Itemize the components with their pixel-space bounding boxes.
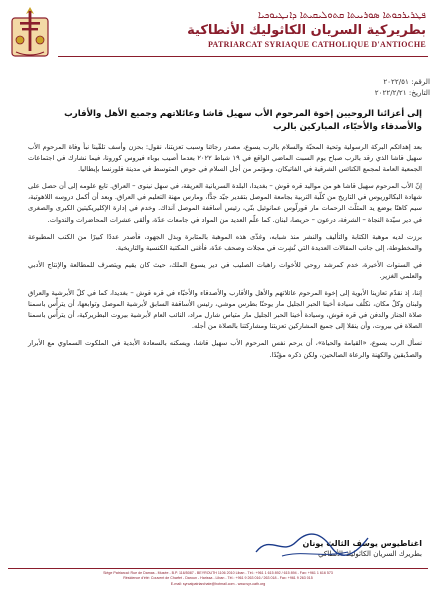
letterhead-syriac: ܦܛܪܝܪܟܘܬܐ ܣܘܪܝܝܬܐ ܩܬܘܠܝܩܝܬܐ ܕܐܢܛܝܘܟܝܐ xyxy=(257,10,426,21)
footer-line: E-mail: syrcatpatriarchate@hotmail.com - www.syr-cath.org xyxy=(170,581,266,586)
footer-divider xyxy=(8,568,428,569)
signature-block xyxy=(250,538,422,559)
letterhead xyxy=(0,0,435,62)
letterhead-divider xyxy=(58,56,428,57)
reference-block xyxy=(262,76,430,98)
reference-number: الرقم: ٢٠٢٢/٥١ xyxy=(383,77,430,86)
handwritten-signature xyxy=(252,530,372,560)
patriarchate-crest-logo xyxy=(8,6,52,60)
letter-paragraph: في السنوات الأخيرة، خدم كمرشد روحي للأخوات راهبات الصليب في دير يسوع الملك، حيث كان يقيم ويتصرف للمطالعة والإنتاج الأدبي والعلمي الغزير. xyxy=(28,260,422,280)
footer-contact xyxy=(10,571,426,587)
letterhead-arabic: بطريركية السريان الكاثوليك الأنطاكية xyxy=(187,23,426,38)
letter-paragraph: نسأل الرب يسوع، «القيامة والحياة»، أن يرحم نفس المرحوم الأب سهيل قاشا، ويسكنه بالسعادة الأبدية في الملكوت السماوي مع الأبرار والصدّيقين والكهنة والرعاة الصالحين، ولكن ذكره مؤبّدًا. xyxy=(28,339,422,359)
footer-line: Résidence d'été: Couvent de Charfet - Daroun - Harissa - Liban - Tél.: +961 9 263 016 / 263 018 - Fax: +961 9 263 015 xyxy=(123,576,313,581)
letter-paragraph: إننا، إذ نقدّم تعازينا الأبوية إلى إخوة المرحوم عائلاتهم والأهل والأقارب والأصدقاء والأحبّاء في قره قوش – بغديدا، كما في كلّ الأبرشية والعراق ولبنان وكلّ مكان، نكلّف سيادة أخينا الحبر الجليل مار يوحنّا بطرس موشي، رئيس الأساقفة السابق لأبرشية الموصل وتوابعها، أن يترأّس باسمنا صلاة الجناز والدفن في قره قوش، وسيادة أخينا الحبر الجليل مار متياس شارل مراد، النائب العام لأبرشية بيروت البطريركية، أن يترأّس باسمنا الصلاة في بيروت، وأن ينقلا إلى جميع المشاركين تعزيتنا ومشاركتنا بالصلاة من أجله. xyxy=(28,289,422,331)
signatory-name: اغناطيوس يوسف الثالث يونان xyxy=(302,539,422,548)
letter-paragraph: إنّ الأب المرحوم سهيل قاشا هو من مواليد قره قوش – بغديدا، البلدة السريانية العريقة، في سهل نينوى – العراق. تابع علومه إلى أن حصل على شهادة البكالوريوس في التاريخ من كلّية التربية بجامعة الموصل بتقدير جيّد جدًّا، ومارس مهنة التعليم في العراق. وبعد أن أكمل دروسه اللاهوتية، سيم كاهنًا بوضع يد المثلّث الرحمات مار قورلّوس عمانوئيل بنّي، رئيس أساقفة الموصل آنذاك. وخدم في إدارة الإكليريكيتين الكبرى والصغرى في دير سيّدة النجاة – الشرفة، درعون – حريصا، لبنان. كما علّم العديد من المواد في جامعات عدّة، وألقى عشرات المحاضرات والندوات. xyxy=(28,182,422,224)
letter-body xyxy=(28,108,422,367)
letter-paragraph: بعد إهدائكم البركة الرسولية وتحية المحبّة والسلام بالرب يسوع، مصدر رجائنا وسبب تعزيتنا، نقول: بحزن وأسف تلقّينا نبأ وفاة المرحوم الأب سهيل قاشا الذي رقد بالرب صباح يوم السبت الماضي الواقع في ١٩ شباط ٢٠٢٢ بعدما أصيب بوباء فيروس كورونا، فيما نشارك في اجتماعات الجمعية العامة لمجمع الكنائس الشرقية في الفاتيكان، ومؤتمر من أجل السلام في حوض المتوسط في مدينة فلورنسا بإيطاليا. xyxy=(28,143,422,174)
signatory-title: بطريرك السريان الكاثوليك الأنطاكي xyxy=(318,550,422,558)
letterhead-french: PATRIARCAT SYRIAQUE CATHOLIQUE D'ANTIOCHE xyxy=(207,40,426,49)
footer-line: Siège Patriarcal: Rue de Damas - Musée - B.P. 116/5087 - BEYROUTH 1106 2010 Liban - Tél.: +961 1 615 892 / 615 894 - Fax: +961 1 616 573 xyxy=(103,571,333,575)
letter-heading: إلى أعزائنا الروحيين إخوة المرحوم الأب سهيل قاشا وعائلاتهم وجميع الأهل والأقارب والأصدقاء والأحبّاء، المباركين بالرب xyxy=(64,109,422,132)
reference-date: التاريخ: ٢٠٢٢/٢/٢١ xyxy=(374,88,430,97)
letter-paragraph: برزت لديه موهبة الكتابة والتأليف والنشر منذ شبابه، وغذّى هذه الموهبة بالمثابرة وبذل الجهود، فأصدر عددًا كبيرًا من الكتب المطبوعة والمخطوطة، إلى جانب المقالات العديدة التي نُشِرت في مجلات وصحف عدّة، فأغنى المكتبة الكنسية والتاريخية. xyxy=(28,232,422,252)
